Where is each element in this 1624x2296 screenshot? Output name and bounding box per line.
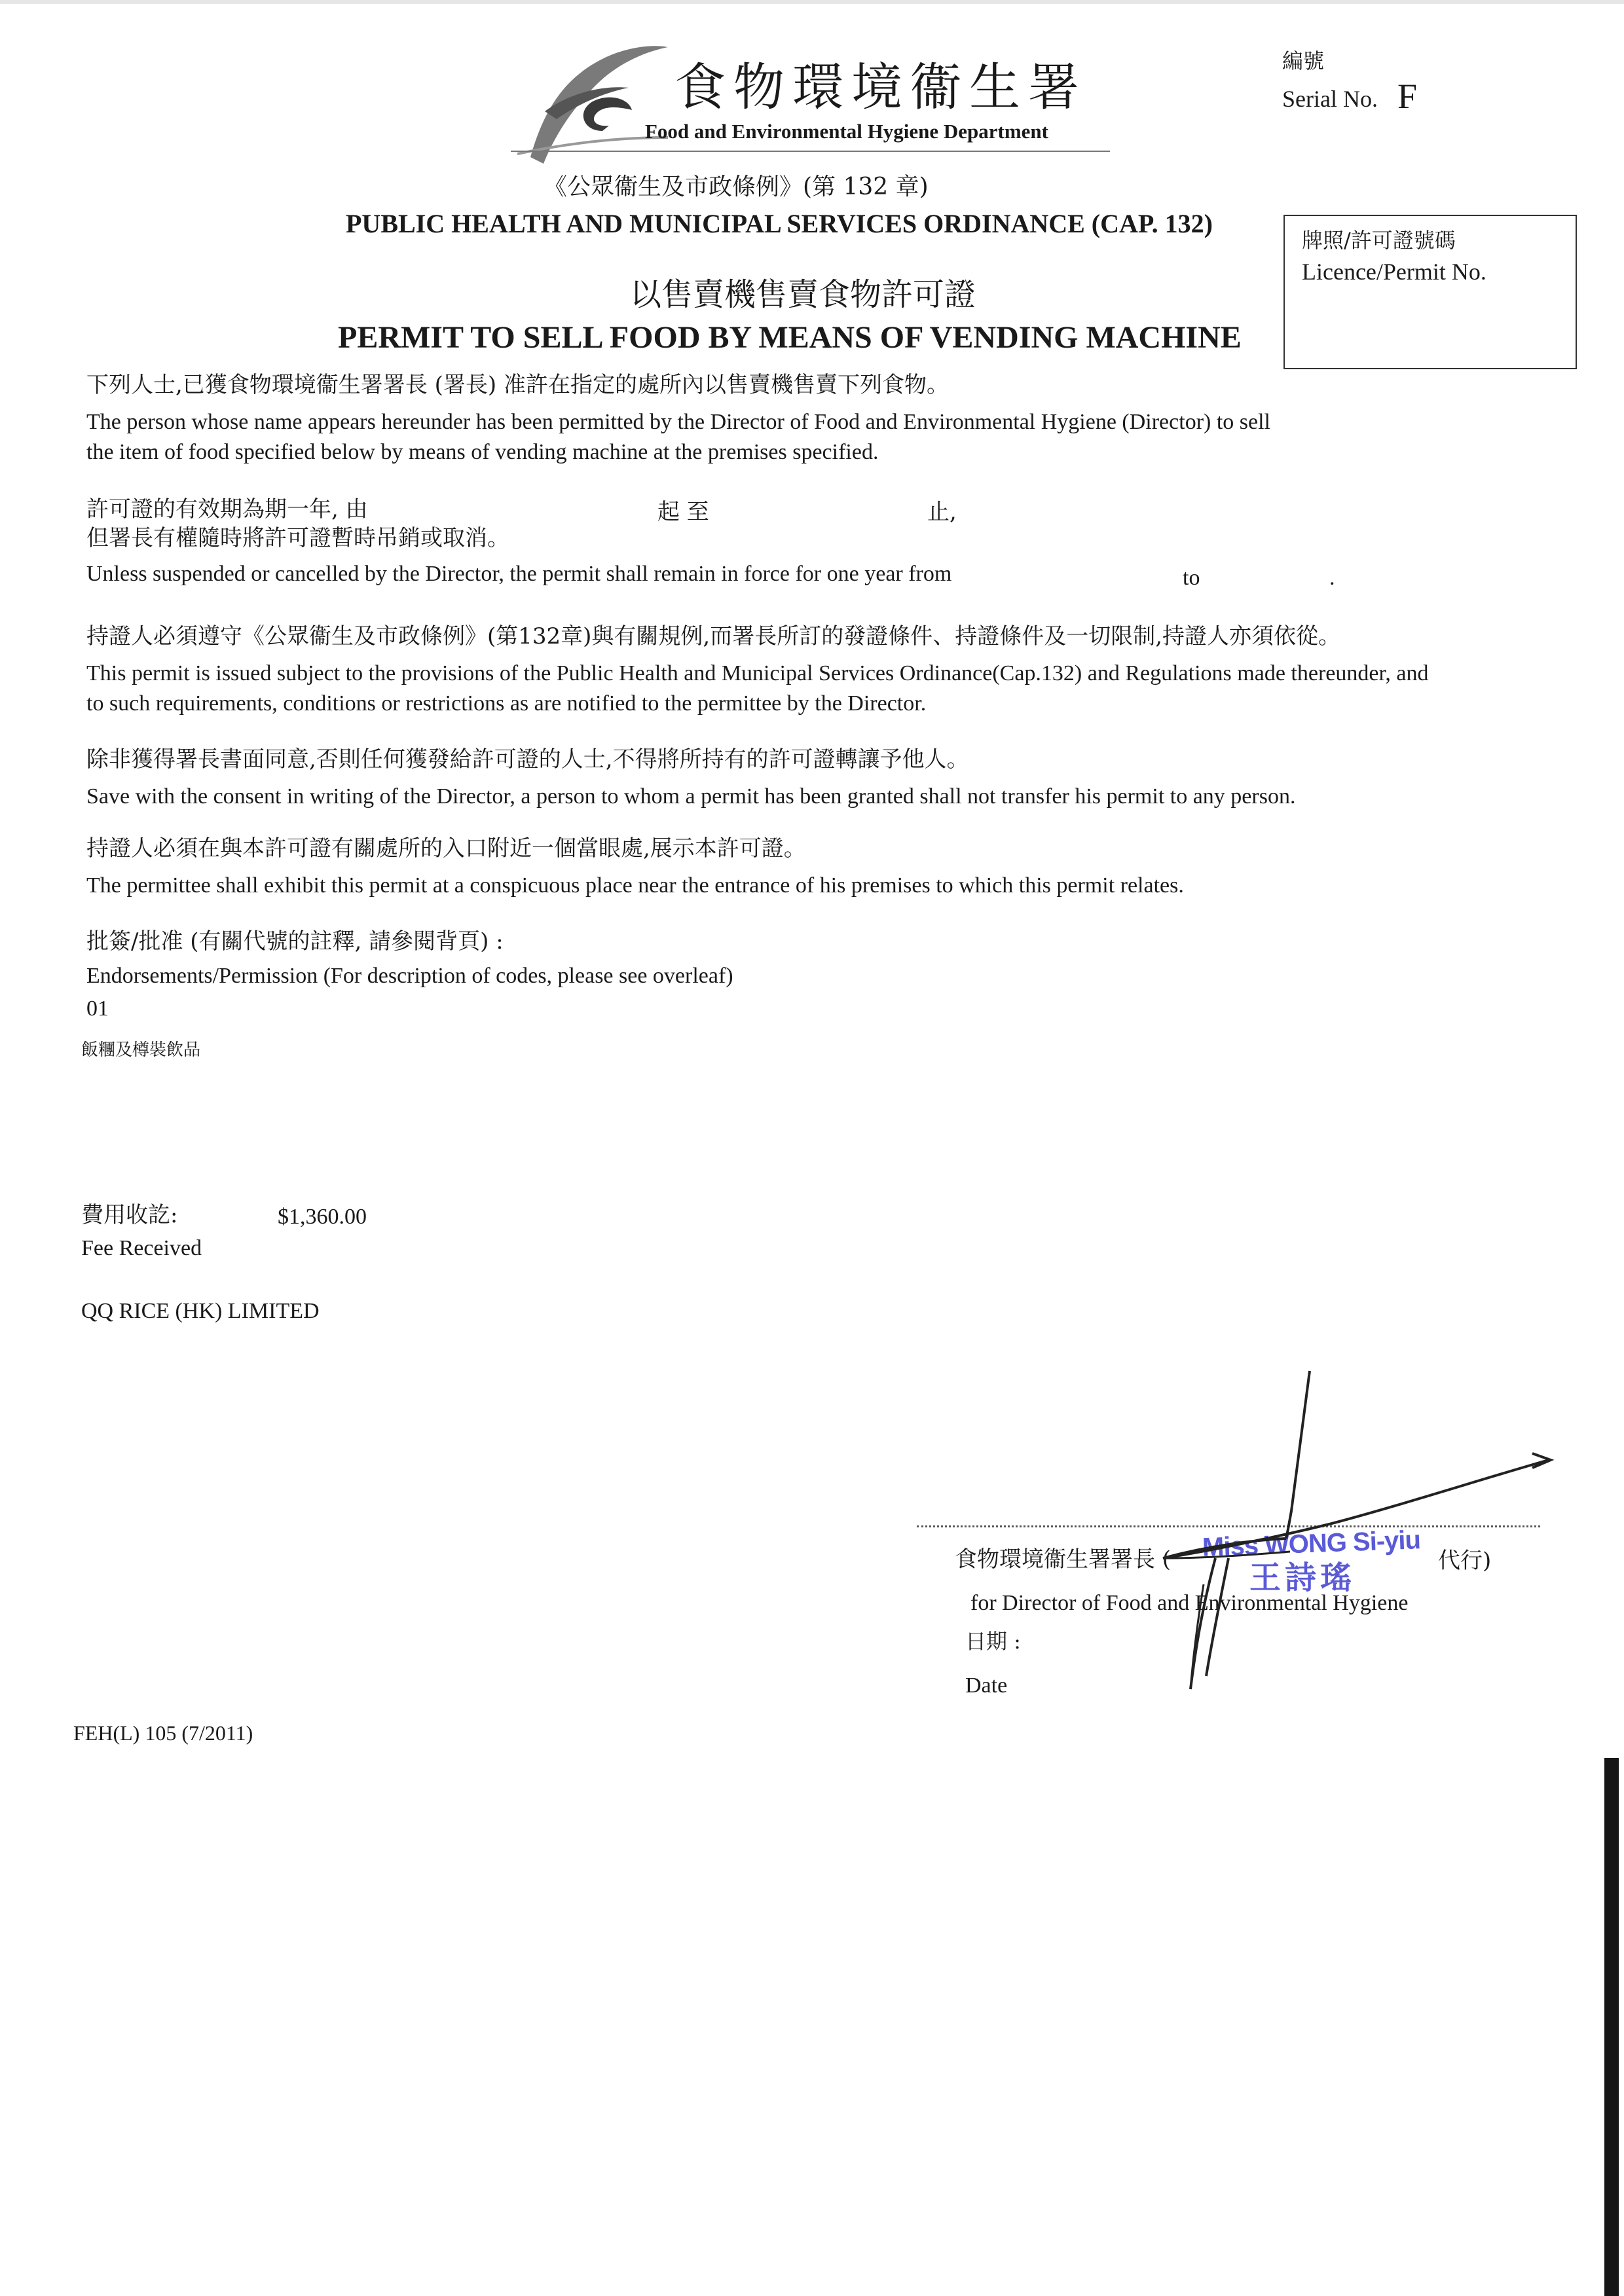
validity-zh-to: 止, [927,499,957,525]
validity-en: Unless suspended or cancelled by the Director, the permit shall remain in force for one year from [86,562,952,586]
fehd-logo-icon [504,33,674,170]
director-label-en: for Director of Food and Environmental Hygiene [970,1591,1409,1615]
endorsement-code: 01 [86,996,109,1021]
ordinance-title-zh: 《公眾衞生及市政條例》(第 132 章) [544,173,929,200]
validity-en-end: . [1329,566,1335,590]
validity-zh-line2: 但署長有權隨時將許可證暫時吊銷或取消。 [86,525,509,551]
form-code: FEH(L) 105 (7/2011) [73,1721,253,1745]
transfer-zh: 除非獲得署長書面同意,否則任何獲發給許可證的人士,不得將所持有的許可證轉讓予他人。 [86,746,969,773]
intro-zh: 下列人士,已獲食物環境衞生署署長 (署長) 准許在指定的處所內以售賣機售賣下列食物。 [86,372,949,398]
permit-title-zh: 以售賣機售賣食物許可證 [630,276,976,313]
conditions-en-line2: to such requirements, conditions or restrictions as are notified to the permittee by the Director. [86,691,927,716]
date-label-en: Date [965,1673,1008,1698]
serial-value: F [1397,77,1418,116]
officer-stamp-en: Miss WONG Si-yiu [1202,1525,1421,1562]
endorsements-en: Endorsements/Permission (For description of codes, please see overleaf) [86,964,733,988]
fee-label-zh: 費用收訖: [81,1202,178,1228]
director-label-zh: 食物環境衞生署署長 ( [955,1546,1172,1573]
validity-zh-from: 起 至 [657,499,709,525]
signature-mark [1113,1362,1559,1702]
serial-label-zh: 編號 [1282,48,1325,73]
scan-edge-shadow [1604,1758,1619,2296]
ordinance-title-en: PUBLIC HEALTH AND MUNICIPAL SERVICES ORDINANCE (CAP. 132) [346,209,1213,238]
serial-label-en: Serial No. [1282,86,1378,112]
conditions-en-line1: This permit is issued subject to the provisions of the Public Health and Municipal Services Ordinance(Cap.132) and Regulations made thereunder, and [86,661,1429,685]
intro-en-line2: the item of food specified below by means of vending machine at the premises specified. [86,440,879,464]
exhibit-zh: 持證人必須在與本許可證有關處所的入口附近一個當眼處,展示本許可證。 [86,835,806,862]
exhibit-en: The permittee shall exhibit this permit at a conspicuous place near the entrance of his premises to which this permit relates. [86,873,1184,898]
acting-label-zh: 代行) [1438,1548,1492,1574]
scan-top-edge [0,0,1624,4]
validity-en-to: to [1183,566,1200,590]
fee-amount: $1,360.00 [278,1205,367,1229]
date-label-zh: 日期 : [965,1629,1021,1654]
permittee-name: QQ RICE (HK) LIMITED [81,1299,320,1323]
logo-divider [511,151,1110,152]
fee-label-en: Fee Received [81,1236,202,1260]
endorsements-zh: 批簽/批准 (有關代號的註釋, 請參閱背頁) : [86,928,504,955]
validity-zh-line1: 許可證的有效期為期一年, 由 [86,496,368,522]
officer-stamp-zh: 王詩瑤 [1249,1561,1356,1595]
conditions-zh: 持證人必須遵守《公眾衞生及市政條例》(第132章)與有關規例,而署長所訂的發證條件、持證條件及一切限制,持證人亦須依從。 [86,623,1341,649]
intro-en-line1: The person whose name appears hereunder has been permitted by the Director of Food and Environmental Hygiene (Director) to sell [86,410,1270,434]
department-name-zh: 食物環境衞生署 [674,58,1088,117]
endorsement-item: 飯糰及樽裝飲品 [81,1040,201,1060]
permit-number-label-en: Licence/Permit No. [1302,259,1486,285]
department-name-en: Food and Environmental Hygiene Department [645,120,1048,143]
permit-number-label-zh: 牌照/許可證號碼 [1302,228,1456,253]
transfer-en: Save with the consent in writing of the Director, a person to whom a permit has been granted shall not transfer his permit to any person. [86,784,1296,809]
permit-title-en: PERMIT TO SELL FOOD BY MEANS OF VENDING MACHINE [338,320,1242,355]
